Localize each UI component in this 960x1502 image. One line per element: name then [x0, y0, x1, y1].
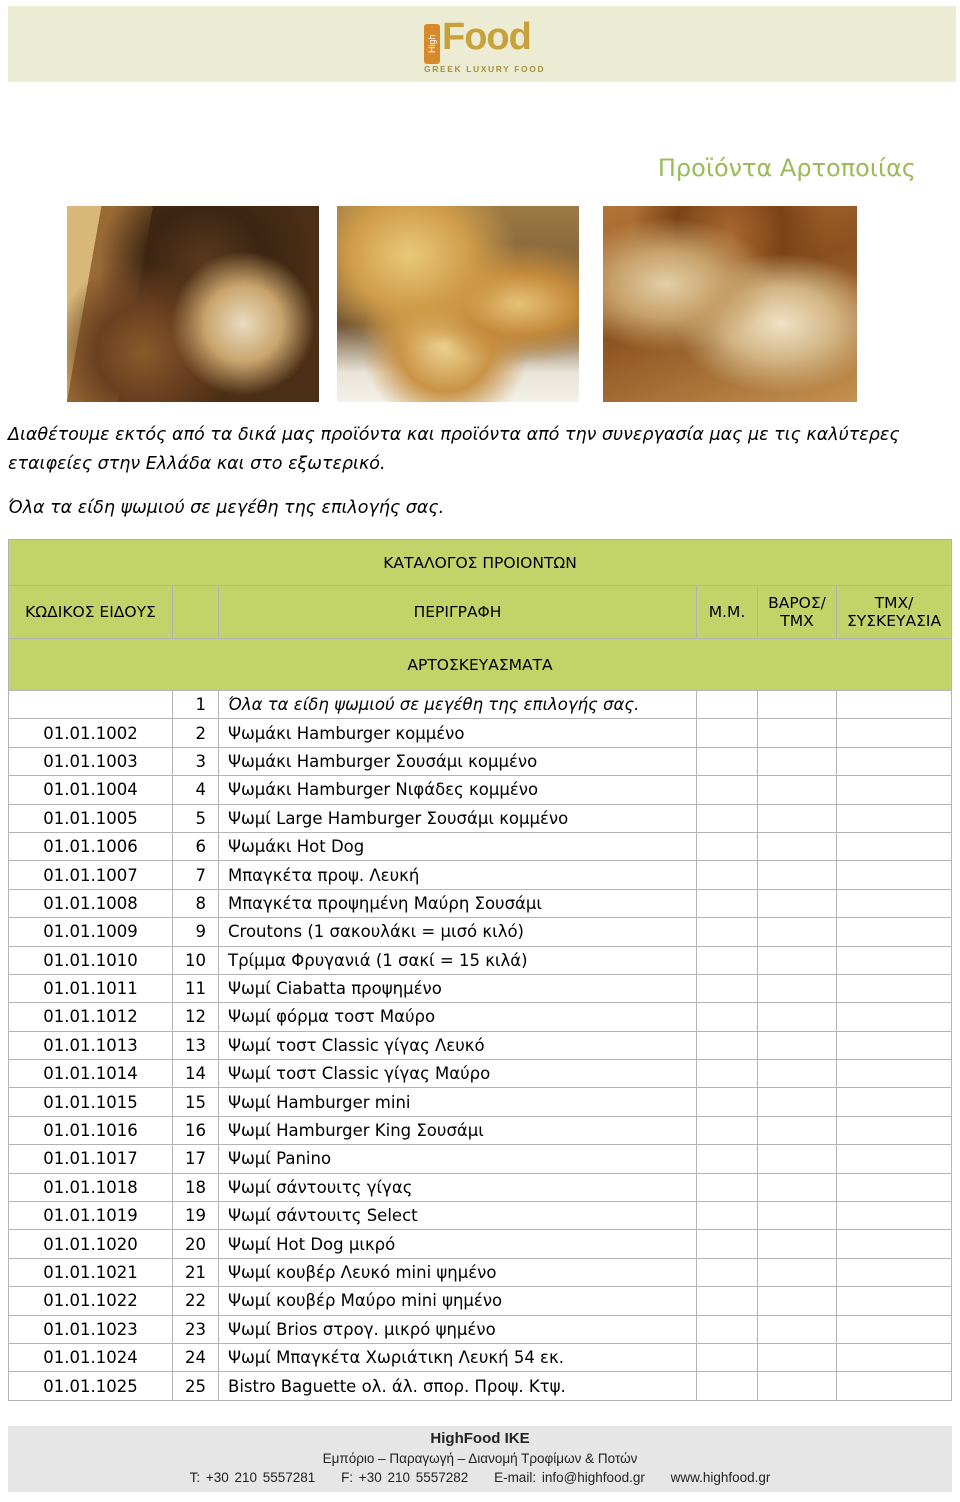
item-weight: [758, 1088, 837, 1116]
footer-contact: [8, 1470, 952, 1485]
item-packaging: [837, 1315, 952, 1343]
item-code: 01.01.1021: [9, 1258, 173, 1286]
item-description: Ψωμάκι Hamburger κομμένο: [219, 719, 697, 747]
item-number: 17: [173, 1145, 219, 1173]
loaves-photo: [603, 206, 857, 402]
logo-food-text: Food: [442, 16, 531, 58]
item-number: 20: [173, 1230, 219, 1258]
item-packaging: [837, 889, 952, 917]
item-unit: [697, 776, 758, 804]
table-row: [9, 1343, 952, 1371]
catalog-rows: [9, 691, 952, 1401]
item-packaging: [837, 747, 952, 775]
item-packaging: [837, 1287, 952, 1315]
item-code: 01.01.1013: [9, 1031, 173, 1059]
item-packaging: [837, 1088, 952, 1116]
table-row: [9, 1003, 952, 1031]
item-description: Ψωμί σάντουιτς Select: [219, 1202, 697, 1230]
item-weight: [758, 747, 837, 775]
table-row: [9, 747, 952, 775]
item-code: 01.01.1009: [9, 918, 173, 946]
item-number: 12: [173, 1003, 219, 1031]
item-weight: [758, 1230, 837, 1258]
item-unit: [697, 889, 758, 917]
item-weight: [758, 889, 837, 917]
item-unit: [697, 832, 758, 860]
item-code: 01.01.1020: [9, 1230, 173, 1258]
item-packaging: [837, 1343, 952, 1371]
item-code: 01.01.1012: [9, 1003, 173, 1031]
item-weight: [758, 1031, 837, 1059]
col-header-code: ΚΩΔΙΚΟΣ ΕΙΔΟΥΣ: [9, 586, 173, 639]
col-header-description: ΠΕΡΙΓΡΑΦΗ: [219, 586, 697, 639]
item-description: Croutons (1 σακουλάκι = μισό κιλό): [219, 918, 697, 946]
item-code: 01.01.1006: [9, 832, 173, 860]
item-packaging: [837, 1372, 952, 1400]
item-number: 15: [173, 1088, 219, 1116]
intro-line-2: εταιφείες στην Ελλάδα και στο εξωτερικό.: [8, 454, 386, 474]
item-description: Ψωμί κουβέρ Λευκό mini ψημένο: [219, 1258, 697, 1286]
footer-email[interactable]: E-mail: info@highfood.gr: [494, 1470, 645, 1485]
item-unit: [697, 918, 758, 946]
item-weight: [758, 1173, 837, 1201]
item-number: 1: [173, 691, 219, 719]
col-header-unit: Μ.Μ.: [697, 586, 758, 639]
item-description: Ψωμί φόρμα τοστ Μαύρο: [219, 1003, 697, 1031]
item-packaging: [837, 691, 952, 719]
header-banner: [8, 6, 956, 82]
item-code: 01.01.1004: [9, 776, 173, 804]
item-weight: [758, 1287, 837, 1315]
item-number: 11: [173, 974, 219, 1002]
table-row: [9, 946, 952, 974]
item-code: 01.01.1014: [9, 1060, 173, 1088]
item-number: 24: [173, 1343, 219, 1371]
col-header-packaging-line1: ΤΜΧ/: [874, 594, 914, 612]
item-number: 8: [173, 889, 219, 917]
item-code: 01.01.1008: [9, 889, 173, 917]
table-row: [9, 1230, 952, 1258]
table-row: [9, 776, 952, 804]
item-code: 01.01.1007: [9, 861, 173, 889]
table-row: [9, 804, 952, 832]
item-unit: [697, 1315, 758, 1343]
catalog-title: ΚΑΤΑΛΟΓΟΣ ΠΡΟΙΟΝΤΩΝ: [9, 540, 952, 586]
table-row: [9, 974, 952, 1002]
item-description: Ψωμί σάντουιτς γίγας: [219, 1173, 697, 1201]
item-code: 01.01.1023: [9, 1315, 173, 1343]
item-description: Όλα τα είδη ψωμιού σε μεγέθη της επιλογής σας.: [219, 691, 697, 719]
footer-phone: T: +30 210 5557281: [189, 1470, 316, 1485]
item-weight: [758, 776, 837, 804]
table-row: [9, 1088, 952, 1116]
item-weight: [758, 1003, 837, 1031]
item-code: 01.01.1017: [9, 1145, 173, 1173]
item-code: 01.01.1019: [9, 1202, 173, 1230]
item-packaging: [837, 974, 952, 1002]
item-description: Bistro Baguette ολ. άλ. σπορ. Προψ. Κτψ.: [219, 1372, 697, 1400]
table-row: [9, 889, 952, 917]
item-description: Ψωμί τοστ Classic γίγας Μαύρο: [219, 1060, 697, 1088]
col-header-packaging-line2: ΣΥΣΚΕΥΑΣΙΑ: [847, 612, 942, 630]
page-title: Προϊόντα Αρτοποιίας: [657, 154, 916, 182]
footer-website[interactable]: www.highfood.gr: [670, 1470, 771, 1485]
footer: [8, 1426, 952, 1492]
item-code: [9, 691, 173, 719]
item-unit: [697, 1202, 758, 1230]
item-packaging: [837, 719, 952, 747]
item-number: 13: [173, 1031, 219, 1059]
item-number: 5: [173, 804, 219, 832]
item-packaging: [837, 1060, 952, 1088]
item-description: Ψωμάκι Hamburger Νιφάδες κομμένο: [219, 776, 697, 804]
item-description: Ψωμί Hot Dog μικρό: [219, 1230, 697, 1258]
item-number: 18: [173, 1173, 219, 1201]
item-unit: [697, 1230, 758, 1258]
item-unit: [697, 1031, 758, 1059]
item-packaging: [837, 1003, 952, 1031]
item-weight: [758, 1258, 837, 1286]
item-packaging: [837, 1230, 952, 1258]
item-description: Ψωμί κουβέρ Μαύρο mini ψημένο: [219, 1287, 697, 1315]
item-description: Τρίμμα Φρυγανιά (1 σακί = 15 κιλά): [219, 946, 697, 974]
item-packaging: [837, 1173, 952, 1201]
item-number: 10: [173, 946, 219, 974]
table-row: [9, 832, 952, 860]
item-unit: [697, 1258, 758, 1286]
item-weight: [758, 1116, 837, 1144]
item-code: 01.01.1018: [9, 1173, 173, 1201]
item-code: 01.01.1010: [9, 946, 173, 974]
item-weight: [758, 1343, 837, 1371]
rusks-photo: [337, 206, 579, 402]
item-unit: [697, 946, 758, 974]
footer-fax: F: +30 210 5557282: [341, 1470, 469, 1485]
item-weight: [758, 1145, 837, 1173]
item-description: Ψωμί Brios στρογ. μικρό ψημένο: [219, 1315, 697, 1343]
item-code: 01.01.1015: [9, 1088, 173, 1116]
item-number: 19: [173, 1202, 219, 1230]
item-weight: [758, 1202, 837, 1230]
item-description: Ψωμάκι Hot Dog: [219, 832, 697, 860]
item-unit: [697, 1003, 758, 1031]
col-header-weight-line2: ΤΜΧ: [780, 612, 814, 630]
item-number: 25: [173, 1372, 219, 1400]
item-code: 01.01.1003: [9, 747, 173, 775]
item-weight: [758, 691, 837, 719]
item-weight: [758, 974, 837, 1002]
item-unit: [697, 804, 758, 832]
item-unit: [697, 1343, 758, 1371]
highfood-logo: [422, 16, 552, 78]
table-row: [9, 1060, 952, 1088]
table-row: [9, 1258, 952, 1286]
item-number: 14: [173, 1060, 219, 1088]
item-unit: [697, 1145, 758, 1173]
item-unit: [697, 974, 758, 1002]
table-row: [9, 1287, 952, 1315]
item-weight: [758, 832, 837, 860]
item-description: Ψωμί τοστ Classic γίγας Λευκό: [219, 1031, 697, 1059]
item-packaging: [837, 1258, 952, 1286]
item-weight: [758, 1315, 837, 1343]
item-packaging: [837, 918, 952, 946]
item-description: Μπαγκέτα προψημένη Μαύρη Σουσάμι: [219, 889, 697, 917]
item-weight: [758, 1372, 837, 1400]
item-packaging: [837, 832, 952, 860]
item-unit: [697, 691, 758, 719]
footer-subtitle: Εμπόριο – Παραγωγή – Διανομή Τροφίμων & Ποτών: [322, 1451, 638, 1466]
item-packaging: [837, 1031, 952, 1059]
product-catalog-table: [8, 539, 952, 1401]
item-description: Ψωμί Panino: [219, 1145, 697, 1173]
item-weight: [758, 719, 837, 747]
item-number: 23: [173, 1315, 219, 1343]
item-number: 16: [173, 1116, 219, 1144]
item-code: 01.01.1022: [9, 1287, 173, 1315]
item-packaging: [837, 861, 952, 889]
item-number: 2: [173, 719, 219, 747]
item-description: Ψωμί Ciabatta προψημένο: [219, 974, 697, 1002]
intro-line-1: Διαθέτουμε εκτός από τα δικά μας προϊόντα και προϊόντα από την συνεργασία μας με τις καλύτερες: [8, 425, 900, 445]
section-header: ΑΡΤΟΣΚΕΥΑΣΜΑΤΑ: [9, 639, 952, 691]
item-unit: [697, 1287, 758, 1315]
item-unit: [697, 719, 758, 747]
item-unit: [697, 1060, 758, 1088]
table-row: [9, 719, 952, 747]
item-weight: [758, 804, 837, 832]
item-weight: [758, 861, 837, 889]
table-row: [9, 691, 952, 719]
item-code: 01.01.1002: [9, 719, 173, 747]
item-number: 9: [173, 918, 219, 946]
item-description: Ψωμάκι Hamburger Σουσάμι κομμένο: [219, 747, 697, 775]
table-row: [9, 1173, 952, 1201]
item-unit: [697, 1173, 758, 1201]
item-number: 21: [173, 1258, 219, 1286]
footer-company: HighFood ΙΚΕ: [430, 1430, 530, 1447]
logo-tagline: GREEK LUXURY FOOD: [424, 64, 546, 74]
table-row: [9, 918, 952, 946]
item-packaging: [837, 776, 952, 804]
item-unit: [697, 747, 758, 775]
item-code: 01.01.1005: [9, 804, 173, 832]
item-number: 22: [173, 1287, 219, 1315]
item-description: Ψωμί Μπαγκέτα Χωριάτικη Λευκή 54 εκ.: [219, 1343, 697, 1371]
item-code: 01.01.1016: [9, 1116, 173, 1144]
item-packaging: [837, 804, 952, 832]
item-unit: [697, 1116, 758, 1144]
item-unit: [697, 1372, 758, 1400]
logo-high-badge: High: [424, 24, 440, 64]
item-description: Ψωμί Hamburger King Σουσάμι: [219, 1116, 697, 1144]
item-number: 7: [173, 861, 219, 889]
item-weight: [758, 918, 837, 946]
item-description: Ψωμί Large Hamburger Σουσάμι κομμένο: [219, 804, 697, 832]
bread-assortment-photo: [67, 206, 319, 402]
col-header-number: [173, 586, 219, 639]
item-packaging: [837, 1116, 952, 1144]
item-weight: [758, 1060, 837, 1088]
col-header-packaging: [837, 586, 952, 639]
item-code: 01.01.1024: [9, 1343, 173, 1371]
table-row: [9, 1315, 952, 1343]
item-unit: [697, 1088, 758, 1116]
item-number: 6: [173, 832, 219, 860]
table-row: [9, 1145, 952, 1173]
item-code: 01.01.1011: [9, 974, 173, 1002]
item-number: 3: [173, 747, 219, 775]
item-unit: [697, 861, 758, 889]
item-packaging: [837, 1202, 952, 1230]
item-description: Ψωμί Hamburger mini: [219, 1088, 697, 1116]
col-header-weight-line1: ΒΑΡΟΣ/: [768, 594, 826, 612]
item-code: 01.01.1025: [9, 1372, 173, 1400]
item-packaging: [837, 1145, 952, 1173]
item-packaging: [837, 946, 952, 974]
table-row: [9, 1202, 952, 1230]
item-description: Μπαγκέτα προψ. Λευκή: [219, 861, 697, 889]
table-row: [9, 861, 952, 889]
table-row: [9, 1031, 952, 1059]
item-number: 4: [173, 776, 219, 804]
table-row: [9, 1372, 952, 1400]
col-header-weight: [758, 586, 837, 639]
table-row: [9, 1116, 952, 1144]
item-weight: [758, 946, 837, 974]
intro-line-3: Όλα τα είδη ψωμιού σε μεγέθη της επιλογής σας.: [8, 498, 445, 518]
